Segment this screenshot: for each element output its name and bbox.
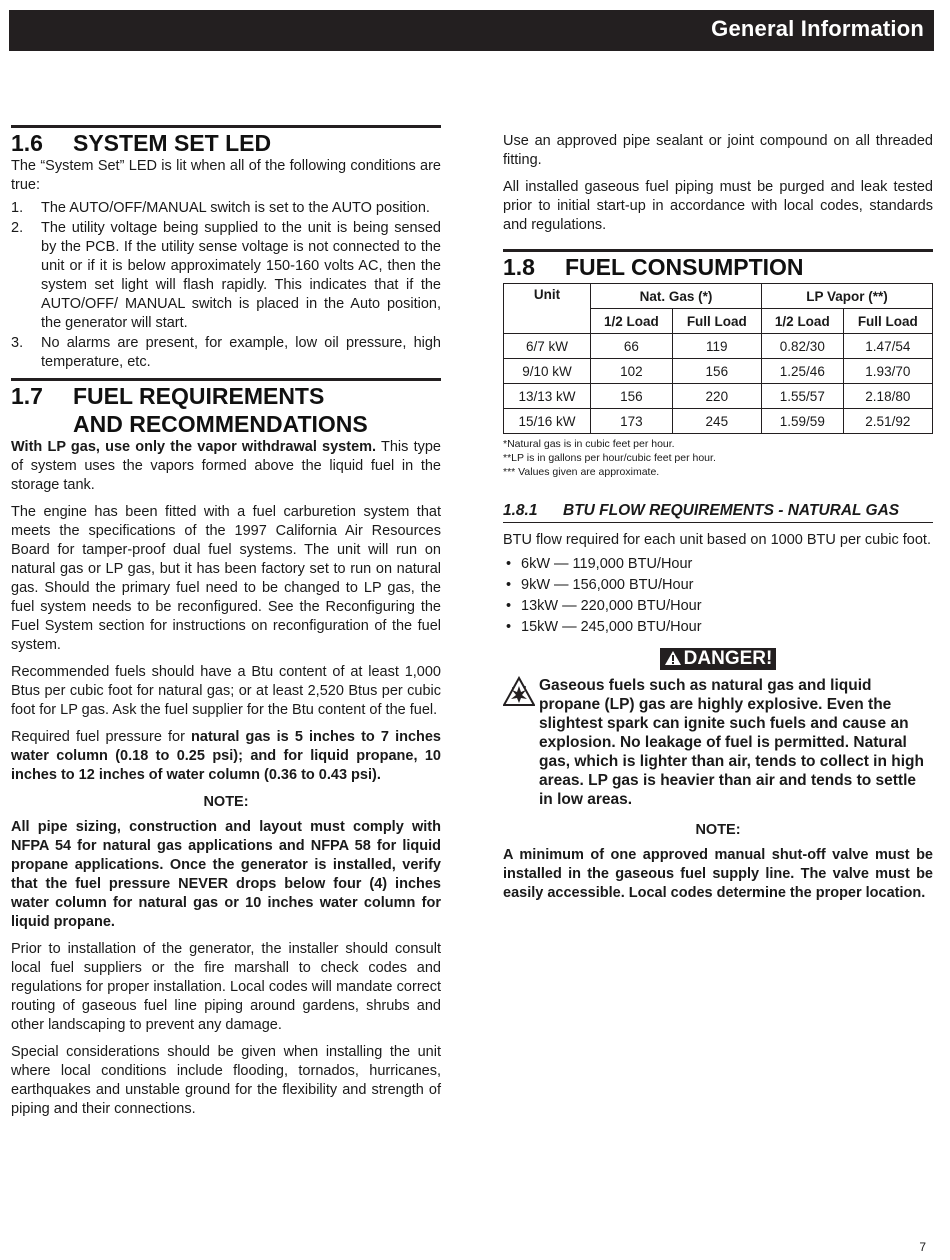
table-cell: 0.82/30 [761,334,843,359]
purge-paragraph: All installed gaseous fuel piping must be purged and leak tested prior to initial start-up in accordance with local codes, standards and regulations. [503,179,933,233]
list-item: • 15kW — 245,000 BTU/Hour [503,617,933,638]
danger-body [503,676,933,809]
carburetion-paragraph: The engine has been fitted with a fuel carburetion system that meets the specifications of the 1997 California Air Resources Board for tamper-proof dual fuel systems. The unit will run on natural gas or LP gas, but it has been factory set to run on natural gas. Should the primary fuel need to be changed to LP gas, the fuel system needs to be reconfigured. See the Reconfiguring the Fuel System section for instructions on reconfiguration of the fuel system. [11,504,441,653]
table-cell: 220 [672,384,761,409]
section-title: FUEL CONSUMPTION [565,254,804,280]
danger-text: Gaseous fuels such as natural gas and liquid propane (LP) gas are highly explosive. Even the slightest spark can ignite such fuels and cause an explosion. No leakage of fuel is permitted. Natural gas, which is lighter than air, tends to collect in high areas. LP gas is heavier than air and tends to settle in low areas. [539,677,924,808]
installer-paragraph: Prior to installation of the generator, the installer should consult local fuel suppliers or the fire marshall to check codes and regulations for proper installation. Local codes will mandate correct routing of gaseous fuel line piping around gardens, shrubs and other landscaping to prevent any damage. [11,941,441,1033]
table-cell: 2.51/92 [843,409,932,434]
list-text: The AUTO/OFF/MANUAL switch is set to the AUTO position. [41,200,430,216]
table-cell: 245 [672,409,761,434]
section-1-8-1-heading [503,501,933,523]
table-cell: 1.55/57 [761,384,843,409]
table-header-row [504,284,933,309]
section-1-6-intro: The “System Set” LED is lit when all of the following conditions are true: [11,158,441,193]
header-lp-vapor: LP Vapor (**) [761,284,932,309]
note-text: A minimum of one approved manual shut-off valve must be installed in the gaseous fuel supply line. The valve must be easily accessible. Local codes determine the proper location. [503,847,933,901]
sealant-paragraph: Use an approved pipe sealant or joint compound on all threaded fitting. [503,133,933,168]
warning-triangle-icon [664,650,682,666]
btu-flow-list [503,554,933,638]
note-title: NOTE: [203,794,249,810]
footnote: **LP is in gallons per hour/cubic feet per hour. [503,452,716,464]
fuel-pressure-paragraph [11,728,441,785]
table-cell: 1.59/59 [761,409,843,434]
table-footnotes [503,437,933,479]
fuel-pressure-pre: Required fuel pressure for [11,729,192,745]
header-unit: Unit [504,284,591,334]
list-item: • 6kW — 119,000 BTU/Hour [503,554,933,575]
fuel-pressure-bold: natural gas is 5 inches to 7 inches water column (0.18 to 0.25 psi); and for liquid propane, 10 inches to 12 inches of water column (0.36 to 0.43 psi). [11,729,441,783]
danger-label: DANGER! [683,648,773,669]
lp-vapor-bold: With LP gas, use only the vapor withdrawal system. [11,439,377,455]
btu-flow-intro: BTU flow required for each unit based on 1000 BTU per cubic foot. [503,532,931,548]
section-1-6-heading [11,125,441,157]
section-title: SYSTEM SET LED [73,130,272,156]
section-number: 1.8.1 [503,502,538,519]
danger-header [503,648,933,670]
section-1-8-heading [503,249,933,281]
header-full-load: Full Load [843,309,932,334]
section-number: 1.8 [503,254,535,280]
list-number: 1. [11,200,24,216]
footnote: *** Values given are approximate. [503,466,660,478]
danger-badge [660,648,777,670]
page-number: 7 [919,1240,926,1254]
lp-vapor-rest: This type of system uses the vapors formed above the liquid fuel in the storage tank. [11,439,441,493]
table-cell: 1.25/46 [761,359,843,384]
table-row [504,359,933,384]
list-number: 2. [11,220,24,236]
table-cell: 15/16 kW [504,409,591,434]
table-cell: 6/7 kW [504,334,591,359]
section-title: BTU FLOW REQUIREMENTS - NATURAL GAS [563,502,900,519]
table-cell: 2.18/80 [843,384,932,409]
list-item [11,219,441,333]
table-cell: 156 [672,359,761,384]
section-number: 1.6 [11,130,43,156]
list-item [11,199,441,218]
header-half-load: 1/2 Load [591,309,673,334]
section-title-line2: AND RECOMMENDATIONS [73,411,368,437]
header-full-load: Full Load [672,309,761,334]
header-nat-gas: Nat. Gas (*) [591,284,762,309]
list-number: 3. [11,335,24,351]
explosion-hazard-icon [503,676,535,708]
section-title-line1: FUEL REQUIREMENTS [73,383,325,409]
header-bar [9,10,934,51]
left-column [11,125,441,1127]
note-text: All pipe sizing, construction and layout must comply with NFPA 54 for natural gas applications and NFPA 58 for liquid propane applications. Once the generator is installed, verify that the fuel pressure NEVER drops below four (4) inches water column for natural gas or 10 inches water column for liquid propane. [11,819,441,930]
table-cell: 1.47/54 [843,334,932,359]
list-item: • 9kW — 156,000 BTU/Hour [503,575,933,596]
header-title: General Information [711,16,924,41]
list-item [11,334,441,372]
section-number: 1.7 [11,383,43,409]
list-item: • 13kW — 220,000 BTU/Hour [503,596,933,617]
section-1-7-heading [11,378,441,438]
header-half-load: 1/2 Load [761,309,843,334]
list-text: No alarms are present, for example, low oil pressure, high temperature, etc. [41,335,441,370]
btu-content-paragraph: Recommended fuels should have a Btu content of at least 1,000 Btus per cubic foot for natural gas; or at least 2,520 Btus per cubic foot for LP gas. Ask the fuel supplier for the Btu content of the fuel. [11,664,441,718]
list-text: The utility voltage being supplied to the unit is being sensed by the PCB. If the utility sense voltage is not connected to the unit or if it is below approximately 150-160 volts AC, then the system set light will flash rapidly. This indicates that if the AUTO/OFF/ MANUAL switch is placed in the Auto position, the generator will start. [41,220,441,331]
table-row [504,334,933,359]
table-cell: 13/13 kW [504,384,591,409]
condition-list [11,199,441,372]
table-cell: 102 [591,359,673,384]
table-cell: 119 [672,334,761,359]
table-cell: 1.93/70 [843,359,932,384]
table-row [504,384,933,409]
fuel-consumption-table [503,283,933,434]
table-cell: 66 [591,334,673,359]
right-column [503,132,933,911]
note-title: NOTE: [695,822,741,838]
special-considerations-paragraph: Special considerations should be given when installing the unit where local conditions include flooding, tornados, hurricanes, earthquakes and unstable ground for the flexibility and strength of piping and their connections. [11,1044,441,1117]
table-cell: 9/10 kW [504,359,591,384]
lp-vapor-paragraph [11,438,441,495]
table-cell: 173 [591,409,673,434]
footnote: *Natural gas is in cubic feet per hour. [503,438,675,450]
table-cell: 156 [591,384,673,409]
table-row [504,409,933,434]
